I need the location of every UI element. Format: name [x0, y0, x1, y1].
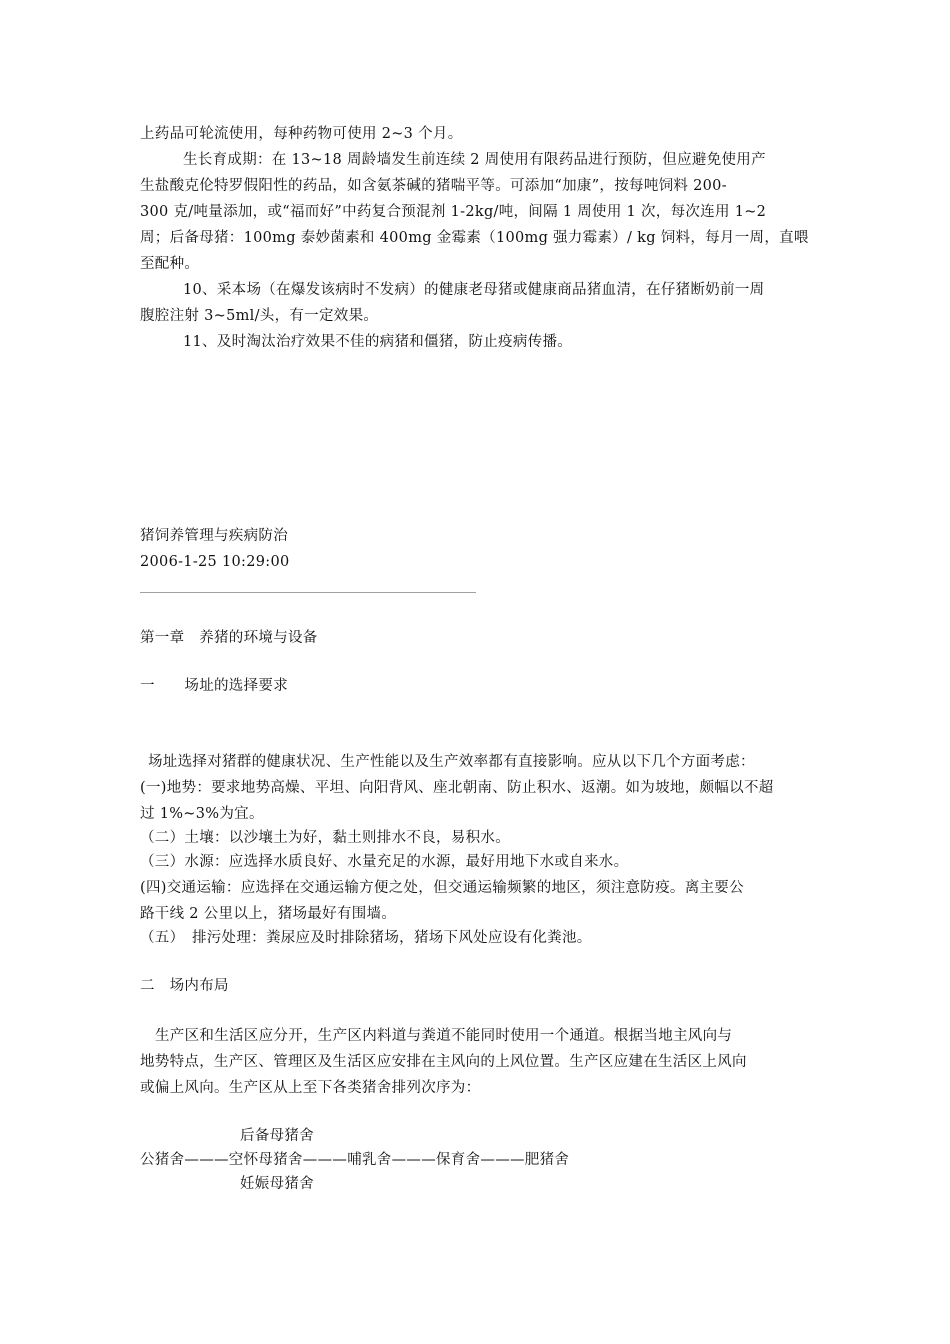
paragraph-line: 300 克/吨量添加，或“福而好”中药复合预混剂 1-2kg/吨，间隔 1 周使用 1 次，每次连用 1~2: [140, 204, 767, 220]
paragraph-line: 生盐酸克伦特罗假阳性的药品，如含氨茶碱的猪喘平等。可添加“加康”，按每吨饲料 200-: [140, 178, 727, 194]
chapter-heading: 第一章 养猪的环境与设备: [140, 630, 318, 646]
paragraph-line: 地势特点，生产区、管理区及生活区应安排在主风向的上风位置。生产区应建在生活区上风向: [140, 1054, 747, 1070]
paragraph-line: 场址选择对猪群的健康状况、生产性能以及生产效率都有直接影响。应从以下几个方面考虑：: [148, 754, 755, 770]
list-item-line: 路干线 2 公里以上，猪场最好有围墙。: [140, 906, 397, 922]
paragraph-line: 10、采本场（在爆发该病时不发病）的健康老母猪或健康商品猪血清，在仔猪断奶前一周: [183, 282, 765, 298]
list-item-line: (四)交通运输：应选择在交通运输方便之处，但交通运输频繁的地区，须注意防疫。离主要公: [140, 880, 744, 896]
flow-main-line: 公猪舍———空怀母猪舍———哺乳舍———保育舍———肥猪舍: [140, 1152, 570, 1168]
paragraph-line: 生长育成期：在 13~18 周龄墙发生前连续 2 周使用有限药品进行预防，但应避免使用产: [183, 152, 766, 168]
paragraph-line: 至配种。: [140, 256, 200, 272]
separator-line: [140, 592, 476, 593]
article-title: 猪饲养管理与疾病防治: [140, 528, 288, 544]
flow-bottom-label: 妊娠母猪舍: [240, 1176, 314, 1192]
section-heading: 二 场内布局: [140, 978, 229, 994]
list-item-line: (一)地势：要求地势高燥、平坦、向阳背风、座北朝南、防止积水、返潮。如为坡地，颇幅以不超: [140, 780, 774, 796]
paragraph-line: 上药品可轮流使用，每种药物可使用 2~3 个月。: [140, 126, 463, 142]
paragraph-line: 生产区和生活区应分开，生产区内料道与粪道不能同时使用一个通道。根据当地主风向与: [155, 1028, 733, 1044]
section-heading: 一 场址的选择要求: [140, 678, 288, 694]
flow-top-label: 后备母猪舍: [240, 1128, 314, 1144]
paragraph-line: 腹腔注射 3~5ml/头，有一定效果。: [140, 308, 379, 324]
list-item-line: 过 1%~3%为宜。: [140, 806, 264, 822]
paragraph-line: 或偏上风向。生产区从上至下各类猪舍排列次序为：: [140, 1080, 481, 1096]
article-datetime: 2006-1-25 10:29:00: [140, 554, 290, 570]
paragraph-line: 周；后备母猪：100mg 泰妙菌素和 400mg 金霉素（100mg 强力霉素）/ kg 饲料，每月一周，直喂: [140, 230, 809, 246]
paragraph-line: 11、及时淘汰治疗效果不佳的病猪和僵猪，防止疫病传播。: [183, 334, 573, 350]
list-item: （五） 排污处理：粪尿应及时排除猪场，猪场下风处应设有化粪池。: [140, 930, 592, 946]
list-item: （二）土壤：以沙壤土为好，黏土则排水不良，易积水。: [140, 830, 510, 846]
list-item: （三）水源：应选择水质良好、水量充足的水源，最好用地下水或自来水。: [140, 854, 629, 870]
